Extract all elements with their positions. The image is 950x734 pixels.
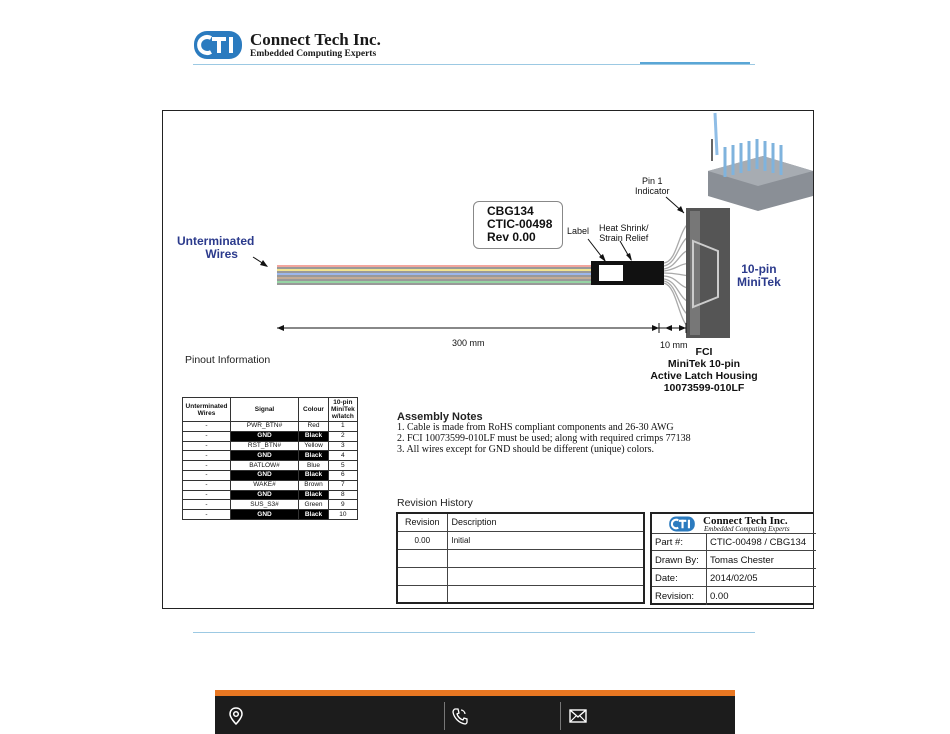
- cable-label: [599, 265, 623, 281]
- dimension-10-label: 10 mm: [660, 340, 688, 350]
- header-divider-accent: [640, 62, 750, 64]
- assembly-note: 1. Cable is made from RoHS compliant components and 26-30 AWG: [397, 422, 674, 433]
- table-row: [397, 513, 644, 531]
- cable-drawing: [162, 110, 814, 609]
- table-row: - PWR_BTN# Red 1: [183, 422, 358, 432]
- title-block: [650, 512, 814, 605]
- pinout-header: 10-pin MiniTek w/latch: [329, 398, 358, 422]
- pinout-title: Pinout Information: [185, 354, 271, 366]
- phone-icon[interactable]: [452, 707, 468, 725]
- company-tagline: Embedded Computing Experts: [250, 49, 377, 59]
- pin1-indicator-callout: Pin 1 Indicator: [635, 176, 670, 196]
- revision-header: Revision: [397, 513, 447, 531]
- table-row: [397, 585, 644, 603]
- footer-separator: [444, 702, 445, 730]
- part-number-row: Part #: CTIC-00498 / CBG134: [652, 533, 816, 551]
- cti-logo-icon: [193, 30, 243, 60]
- connector-3d-image: [708, 113, 813, 211]
- company-name: Connect Tech Inc.: [250, 30, 381, 49]
- unterminated-wires-label: Unterminated Wires: [177, 234, 255, 261]
- footer-separator: [560, 702, 561, 730]
- wire-bundle: [277, 266, 593, 284]
- heat-shrink-callout: Heat Shrink/ Strain Relief: [599, 223, 649, 243]
- table-row: - GND Black 2: [183, 431, 358, 441]
- connector-label: 10-pin MiniTek: [737, 262, 781, 289]
- table-row: - GND Black 6: [183, 470, 358, 480]
- footer-bar: [215, 690, 735, 734]
- table-row: [397, 549, 644, 567]
- description-header: Description: [447, 513, 644, 531]
- pinout-header: Signal: [231, 398, 299, 422]
- table-row: 0.00 Initial: [397, 531, 644, 549]
- assembly-notes: [397, 422, 691, 455]
- title-block-header: [652, 514, 816, 534]
- location-pin-icon[interactable]: [228, 707, 244, 725]
- housing-description: FCI MiniTek 10-pin Active Latch Housing 10073599-010LF: [650, 346, 758, 394]
- drawn-by-row: Drawn By: Tomas Chester: [652, 551, 816, 569]
- table-row: [397, 567, 644, 585]
- assembly-notes-title: Assembly Notes: [397, 411, 483, 423]
- table-row: - GND Black 8: [183, 490, 358, 500]
- assembly-note: 3. All wires except for GND should be different (unique) colors.: [397, 444, 654, 455]
- revision-table: [396, 512, 645, 604]
- dimension-300mm: [277, 325, 659, 331]
- table-row: - BATLOW# Blue 5: [183, 461, 358, 471]
- cti-logo-icon: [668, 516, 696, 532]
- label-callout: Label: [567, 226, 590, 236]
- table-row: - WAKE# Brown 7: [183, 480, 358, 490]
- revision-history-title: Revision History: [397, 497, 473, 509]
- table-row: - RST_BTN# Yellow 3: [183, 441, 358, 451]
- dimension-10mm: [659, 323, 686, 333]
- pinout-table: [182, 397, 358, 520]
- title-block-tagline: Embedded Computing Experts: [704, 525, 790, 533]
- assembly-note: 2. FCI 10073599-010LF must be used; along with required crimps 77138: [397, 433, 691, 444]
- title-block-company: Connect Tech Inc.: [703, 515, 788, 527]
- pinout-header: Unterminated Wires: [183, 398, 231, 422]
- table-row: - SUS_S3# Green 9: [183, 500, 358, 510]
- table-row: - GND Black 4: [183, 451, 358, 461]
- dimension-300-label: 300 mm: [452, 338, 485, 348]
- header-logo: [193, 28, 393, 62]
- date-row: Date: 2014/02/05: [652, 569, 816, 587]
- footer-divider: [193, 632, 755, 633]
- cable-label-box: CBG134 CTIC-00498 Rev 0.00: [473, 201, 563, 249]
- email-icon[interactable]: [569, 707, 587, 725]
- table-row: - GND Black 10: [183, 510, 358, 520]
- pinout-header: Colour: [299, 398, 329, 422]
- header-divider: [193, 64, 755, 65]
- revision-row: Revision: 0.00: [652, 587, 816, 605]
- footer-accent: [215, 690, 735, 696]
